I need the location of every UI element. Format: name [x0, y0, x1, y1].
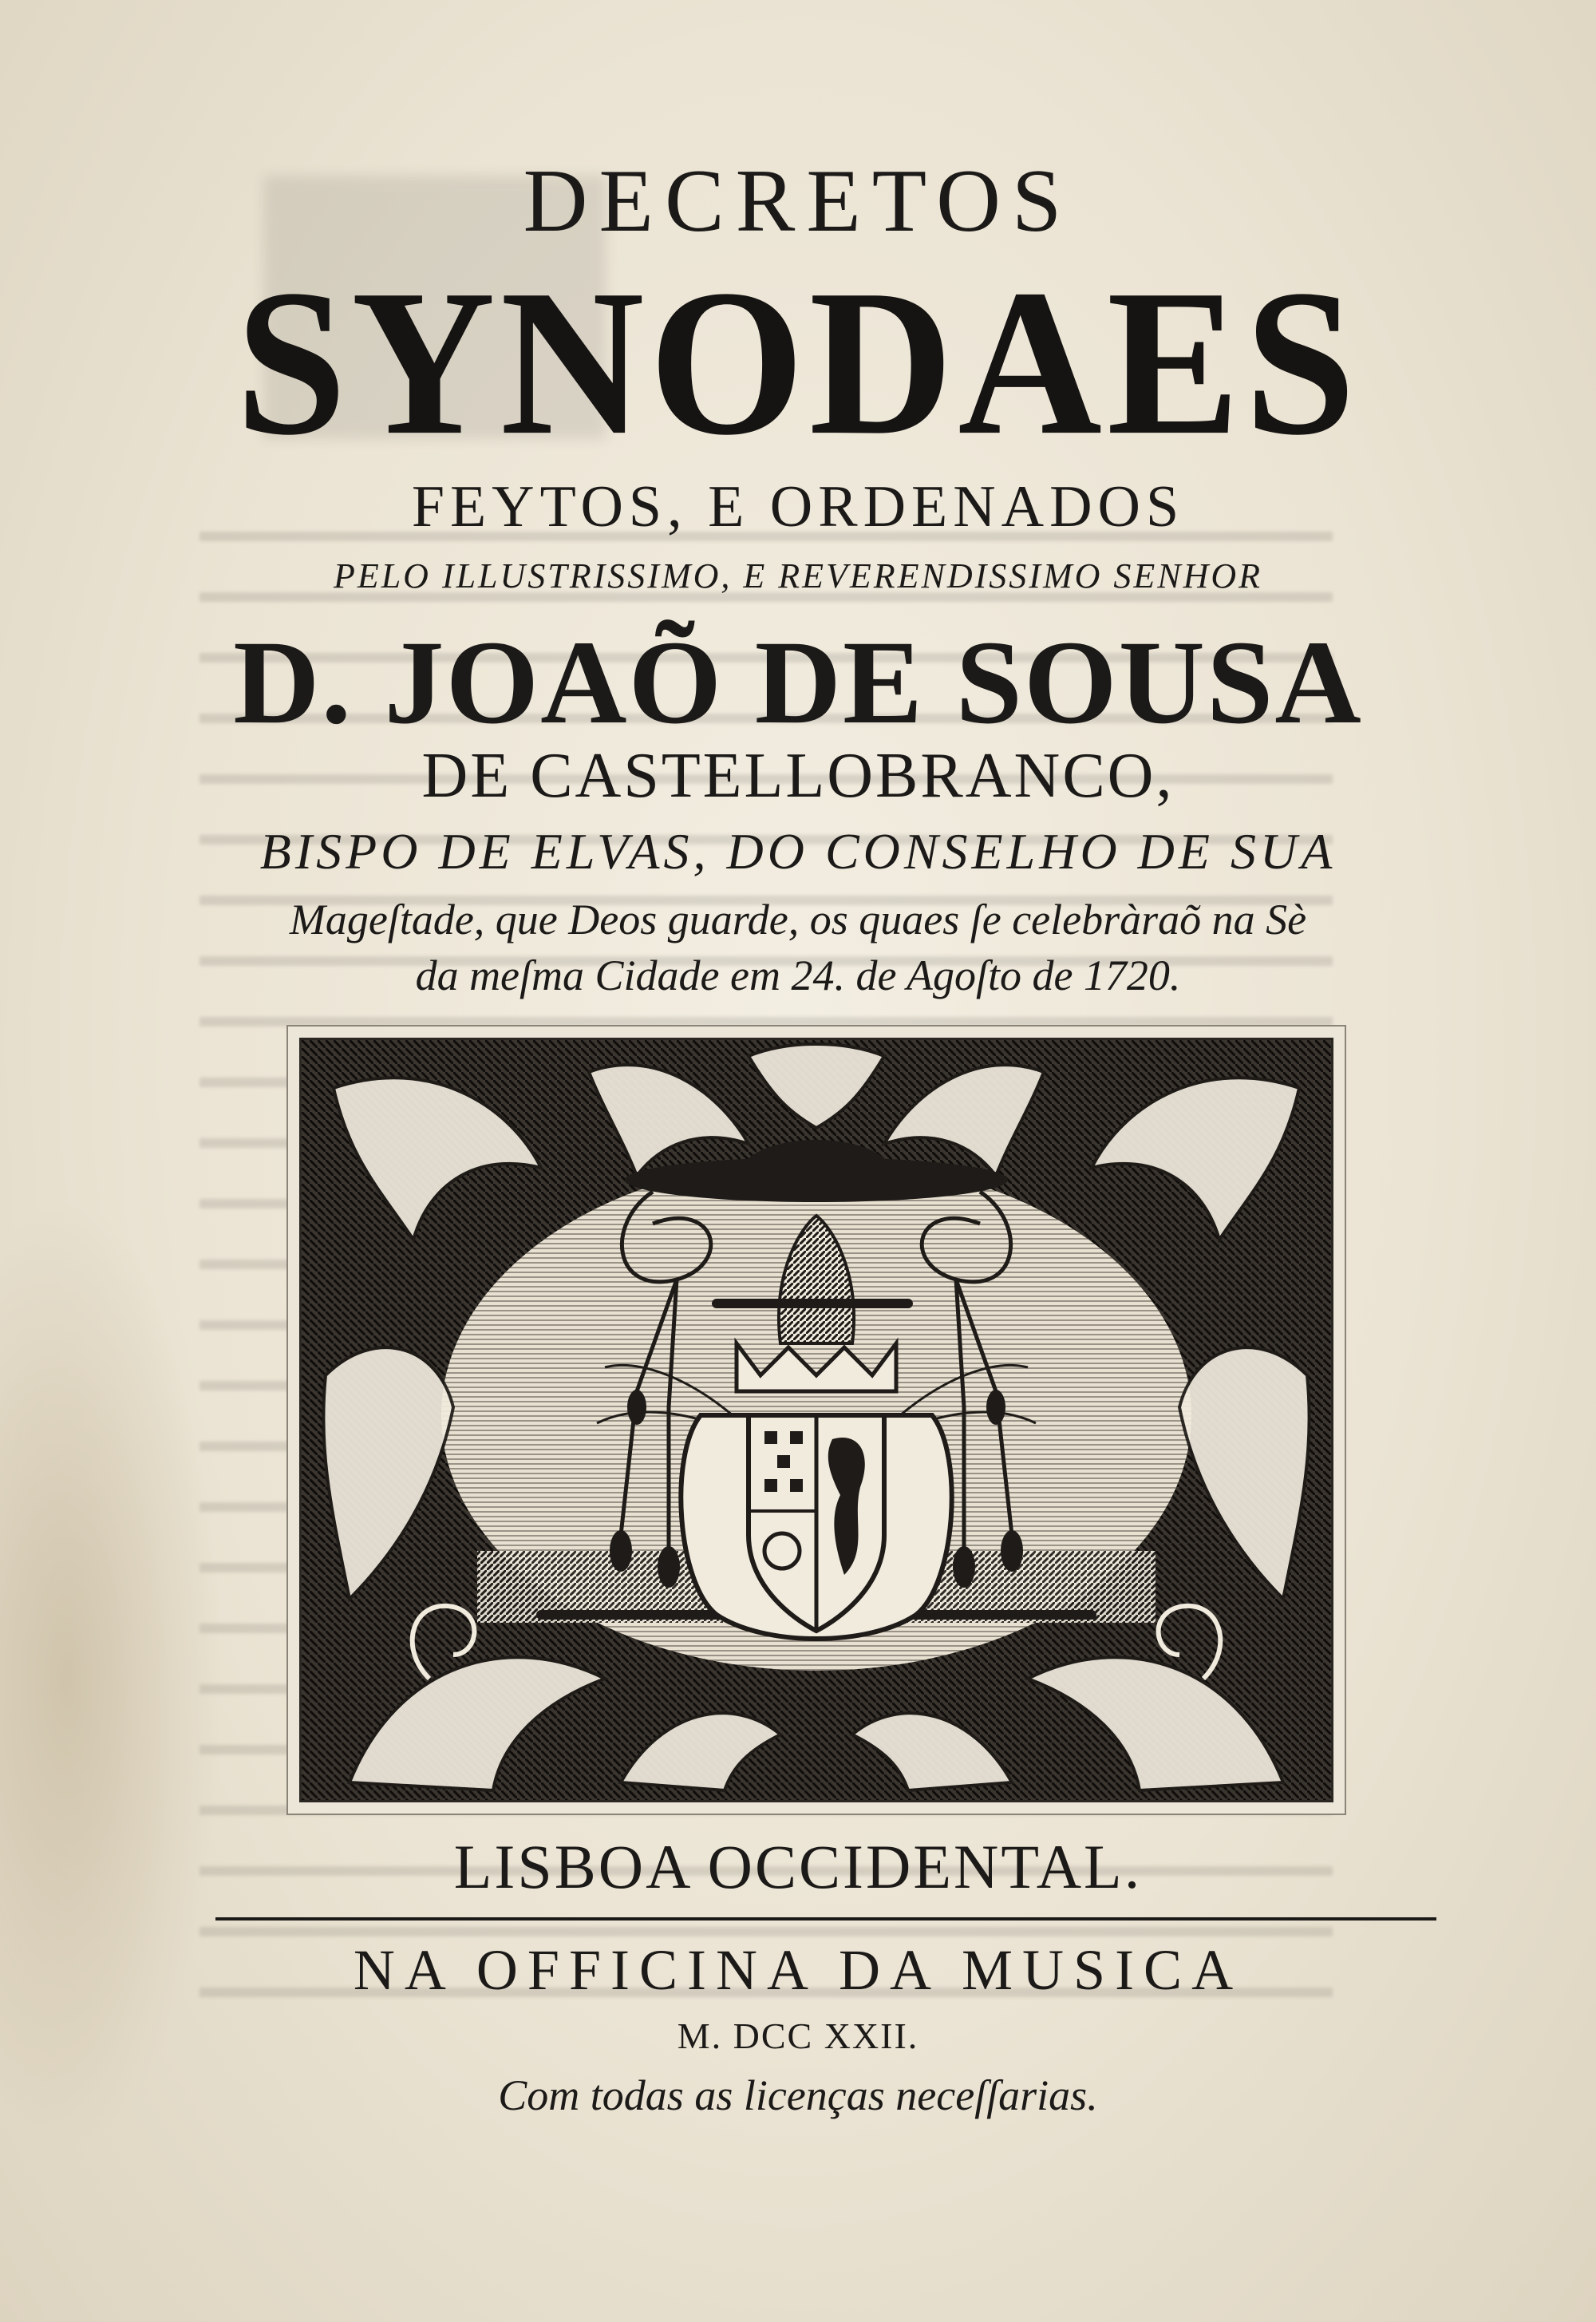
imprint-place: LISBOA OCCIDENTAL.	[453, 1832, 1143, 1901]
title-line-decretos: DECRETOS	[523, 152, 1073, 251]
title-line-feytos: FEYTOS, E ORDENADOS	[411, 474, 1185, 540]
imprint-printer: NA OFFICINA DA MUSICA	[353, 1938, 1243, 2002]
paper-stain	[0, 1197, 223, 2155]
title-line-pelo: PELO ILLUSTRISSIMO, E REVERENDISSIMO SENHOR	[333, 556, 1263, 595]
imprint-rule	[215, 1917, 1436, 1920]
title-line-synodaes: SYNODAES	[235, 247, 1361, 479]
coat-of-arms-engraving	[299, 1038, 1333, 1802]
author-title: BISPO DE ELVAS, DO CONSELHO DE SUA	[259, 823, 1337, 880]
author-surname: DE CASTELLOBRANCO,	[421, 741, 1175, 811]
imprint-year: M. DCC XXII.	[677, 2015, 919, 2056]
synod-description-line-2: da meſma Cidade em 24. de Agoſto de 1720.	[415, 951, 1181, 999]
imprint-licence: Com todas as licenças neceſſarias.	[498, 2071, 1098, 2119]
synod-description-line-1: Mageſtade, que Deos guarde, os quaes ſe celebràraõ na Sè	[289, 896, 1307, 943]
author-name: D. JOAÕ DE SOUSA	[233, 616, 1363, 749]
episcopal-coat-of-arms-icon	[302, 1040, 1331, 1800]
